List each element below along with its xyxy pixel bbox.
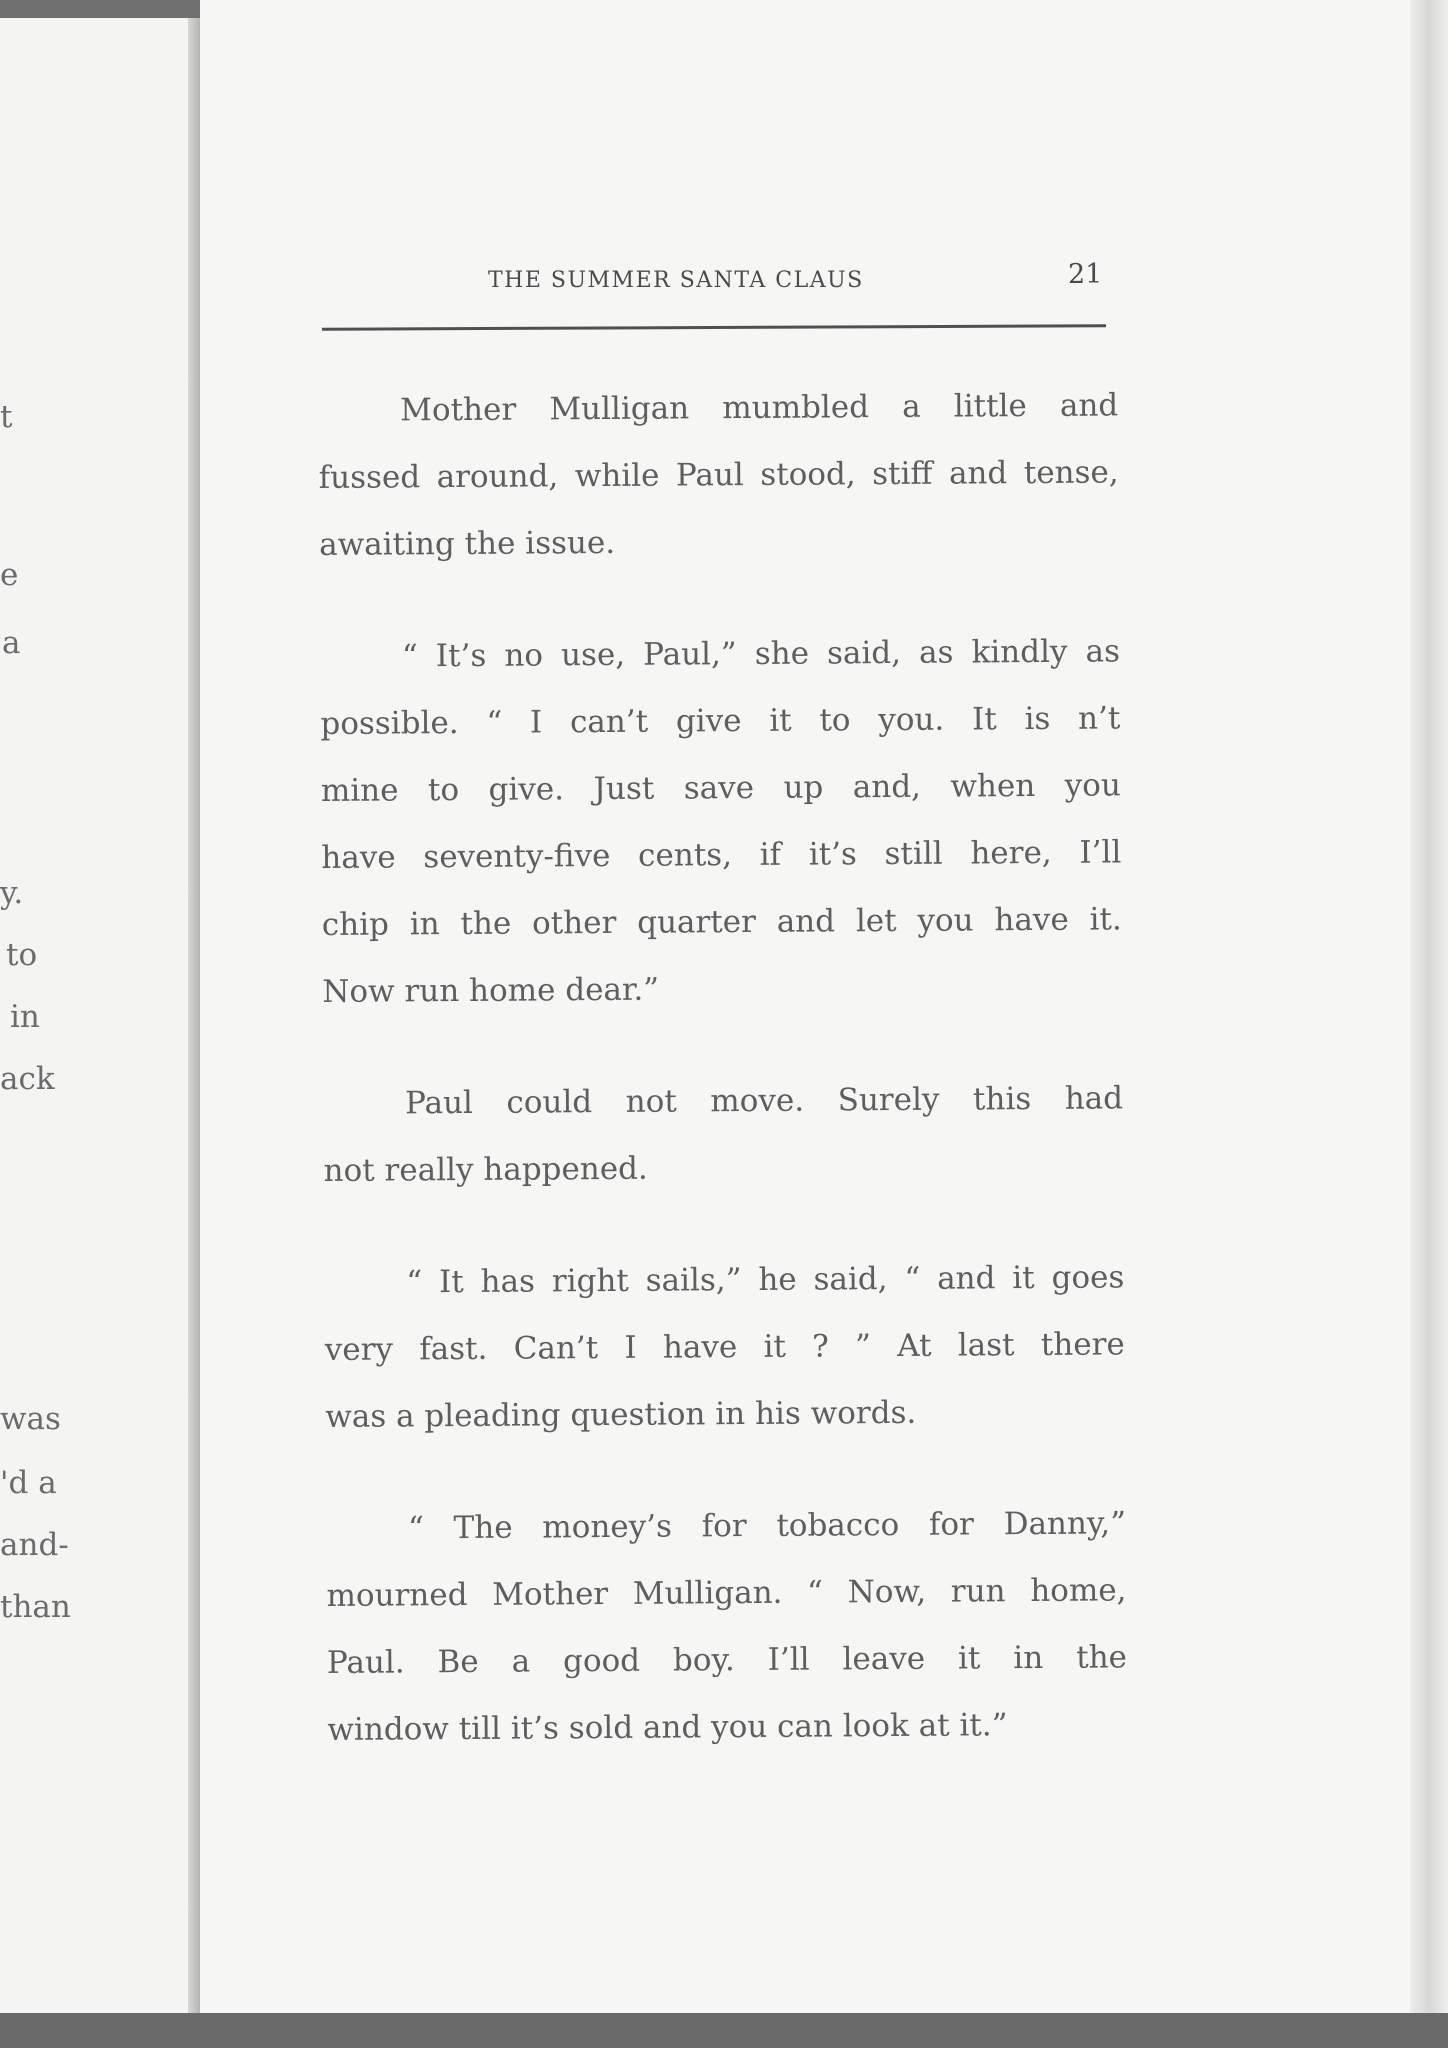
left-page-fragment: t [0, 399, 13, 435]
left-page-fragment: to [6, 937, 38, 973]
text-line: “ The money’s for tobacco for Danny,” [407, 1505, 1127, 1547]
left-page-fragment: e [0, 557, 19, 593]
text-line: awaiting the issue. [319, 524, 616, 563]
text-line: chip in the other quarter and let you have it. [321, 901, 1122, 943]
text-line: Paul. Be a good boy. I’ll leave it in the [326, 1639, 1128, 1681]
paragraph [320, 618, 1123, 1026]
text-line: very fast. Can’t I have it ? ” At last there [324, 1326, 1125, 1368]
body-text [318, 372, 1128, 1809]
text-line: “ It has right sails,” he said, “ and it goes [406, 1259, 1125, 1301]
left-page-fragment: and- [0, 1527, 69, 1563]
text-line: window till it’s sold and you can look at it.” [327, 1707, 1008, 1748]
text-line: Mother Mulligan mumbled a little and [400, 387, 1119, 429]
left-page-fragment: y. [0, 875, 24, 911]
text-line: was a pleading question in his words. [325, 1394, 917, 1435]
left-page-fragment: ack [0, 1061, 55, 1097]
text-line: not really happened. [323, 1150, 648, 1189]
paragraph [323, 1065, 1124, 1205]
paragraph [326, 1490, 1128, 1764]
left-page-fragment: was [0, 1401, 61, 1437]
text-line: Paul could not move. Surely this had [404, 1080, 1124, 1122]
scan-background-strip [0, 2013, 1448, 2048]
text-line: mourned Mother Mulligan. “ Now, run home, [326, 1572, 1127, 1614]
text-line: Now run home dear.” [322, 971, 660, 1010]
paragraph [318, 372, 1119, 579]
text-line: mine to give. Just save up and, when you [320, 767, 1121, 809]
text-line: have seventy-five cents, if it’s still here, I’ll [321, 834, 1122, 876]
text-line: “ It’s no use, Paul,” she said, as kindly as [401, 633, 1121, 675]
running-head: THE SUMMER SANTA CLAUS [488, 268, 864, 293]
left-page-fragment: a [2, 625, 21, 661]
text-line: possible. “ I can’t give it to you. It is n’t [320, 700, 1121, 742]
left-page-fragment: in [10, 999, 40, 1035]
left-page-fragment: 'd a [0, 1465, 57, 1501]
page-edge [1410, 0, 1448, 2016]
left-page-fragment: than [0, 1589, 71, 1625]
text-line: fussed around, while Paul stood, stiff and tense, [318, 454, 1119, 496]
page-number: 21 [1068, 259, 1103, 290]
paragraph [324, 1244, 1125, 1451]
